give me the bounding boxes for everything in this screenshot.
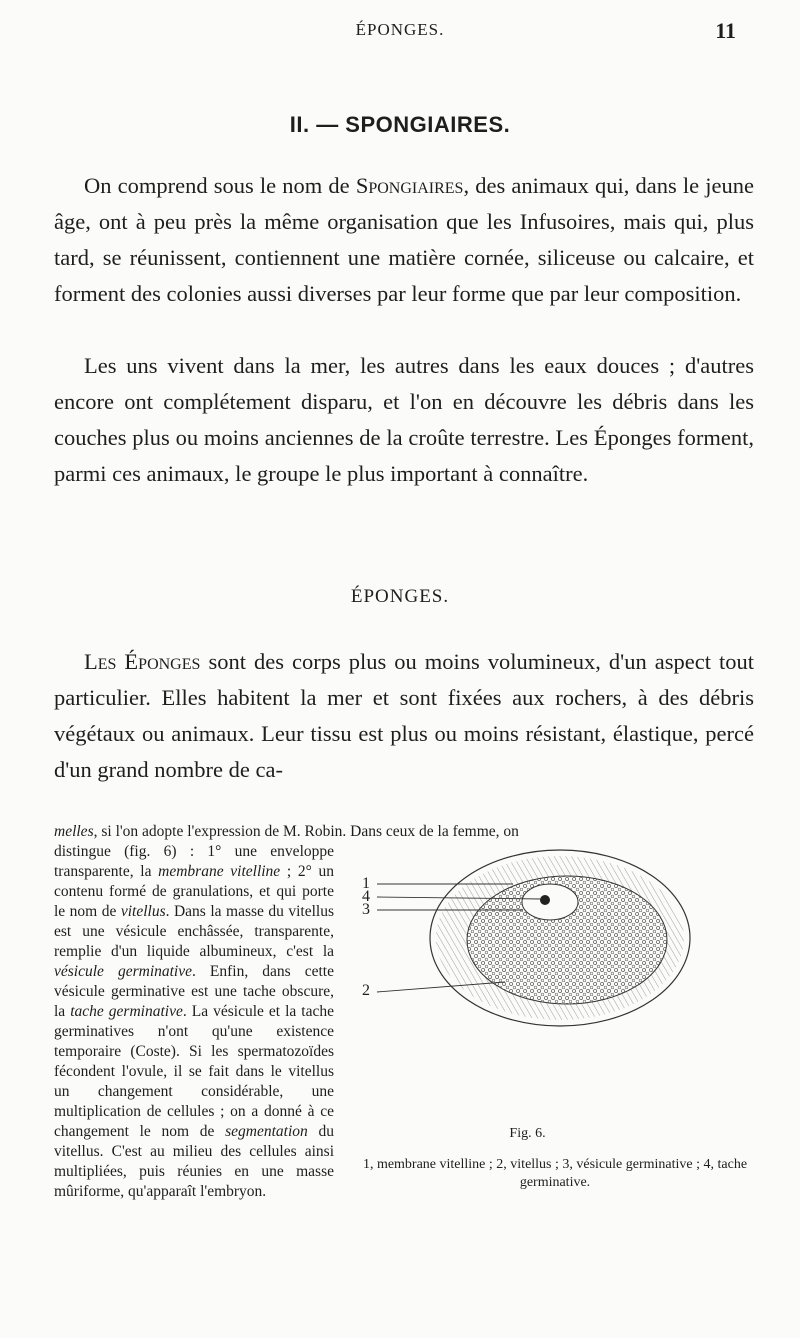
section-heading: II. — SPONGIAIRES. [289, 112, 511, 137]
figure-caption: 1, membrane vitelline ; 2, vitellus ; 3, vésicule germinative ; 4, tache germinative. [362, 1157, 748, 1190]
p3-term: Les Éponges [84, 649, 201, 674]
running-head [0, 14, 800, 50]
running-title: ÉPONGES. [355, 20, 445, 39]
note-text-6: du vitellus. C'est au milieu des cellules ainsi multipliées, puis réunies en une masse mûriforme, qu'apparaît l'embryon. [54, 1123, 334, 1200]
note-column [54, 842, 334, 1202]
vesicule-germinative [522, 884, 578, 920]
note-italic-melles: melles [54, 823, 94, 840]
fig-label-3: 3 [362, 901, 370, 918]
note-term-segmentation: segmentation [225, 1123, 308, 1140]
paragraph-habitats [54, 348, 754, 492]
p1-pre: On comprend sous le nom de [84, 173, 356, 198]
page-number: 11 [715, 18, 736, 43]
figure-ovule [355, 842, 755, 1042]
p1-post: , des animaux qui, dans le jeune âge, ont à peu près la même organisation que les Infusoires, mais qui, plus tard, se réunissent, contiennent une matière cornée, siliceuse ou calcaire, et forment des colonies aussi diverses par leur forme que par leur composition. [54, 173, 754, 306]
tache-germinative [540, 895, 550, 905]
note-text-5: . La vésicule et la tache germinatives n'ont qu'une existence temporaire (Coste). Si les spermatozoïdes fécondent l'ovule, il se fait dans le vitellus un changement considérable, une multiplication de cellules ; on a donné à ce changement le nom de [54, 1003, 335, 1140]
p3-post: sont des corps plus ou moins volumineux, d'un aspect tout particulier. Elles habitent la mer et sont fixées aux rochers, à des débris végétaux ou animaux. Leur tissu est plus ou moins résistant, élastique, percé d'un grand nombre de ca- [54, 649, 754, 782]
fig-label-4: 4 [362, 888, 370, 905]
fig-label-2: 2 [362, 982, 370, 999]
note-term-vitellus: vitellus [120, 903, 166, 920]
note-first-rest: , si l'on adopte l'expression de M. Robin. Dans ceux de la femme, on [93, 823, 519, 840]
paragraph-eponges [54, 644, 754, 788]
ovule-engraving [355, 842, 755, 1032]
note-text-2: ; 2° un contenu formé de granulations, et qui porte le nom de [54, 863, 334, 920]
note-text-1: distingue (fig. 6) : 1° une enveloppe transparente, la [54, 843, 334, 880]
p2-text: Les uns vivent dans la mer, les autres dans les eaux douces ; d'autres encore ont complétement disparu, et l'on en découvre les débris dans les couches plus ou moins anciennes de la croûte terrestre. Les Éponges forment, parmi ces animaux, le groupe le plus important à connaître. [54, 353, 754, 486]
note-first-line [54, 822, 754, 842]
paragraph-spongiaires-intro [54, 168, 754, 312]
note-text-4: . Enfin, dans cette vésicule germinative est une tache obscure, la [54, 963, 334, 1020]
note-term-tache: tache germinative [70, 1003, 183, 1020]
figure-title: Fig. 6. [509, 1126, 546, 1141]
note-text-3: . Dans la masse du vitellus est une vésicule enchâssée, transparente, remplie d'un liquide albumineux, c'est la [54, 903, 334, 960]
fig-label-1: 1 [362, 875, 370, 892]
note-term-membrane: membrane vitelline [158, 863, 281, 880]
note-term-vesicule: vésicule germinative [54, 963, 192, 980]
p1-term: Spongiaires [355, 173, 464, 198]
subheading-eponges: ÉPONGES. [350, 586, 450, 607]
